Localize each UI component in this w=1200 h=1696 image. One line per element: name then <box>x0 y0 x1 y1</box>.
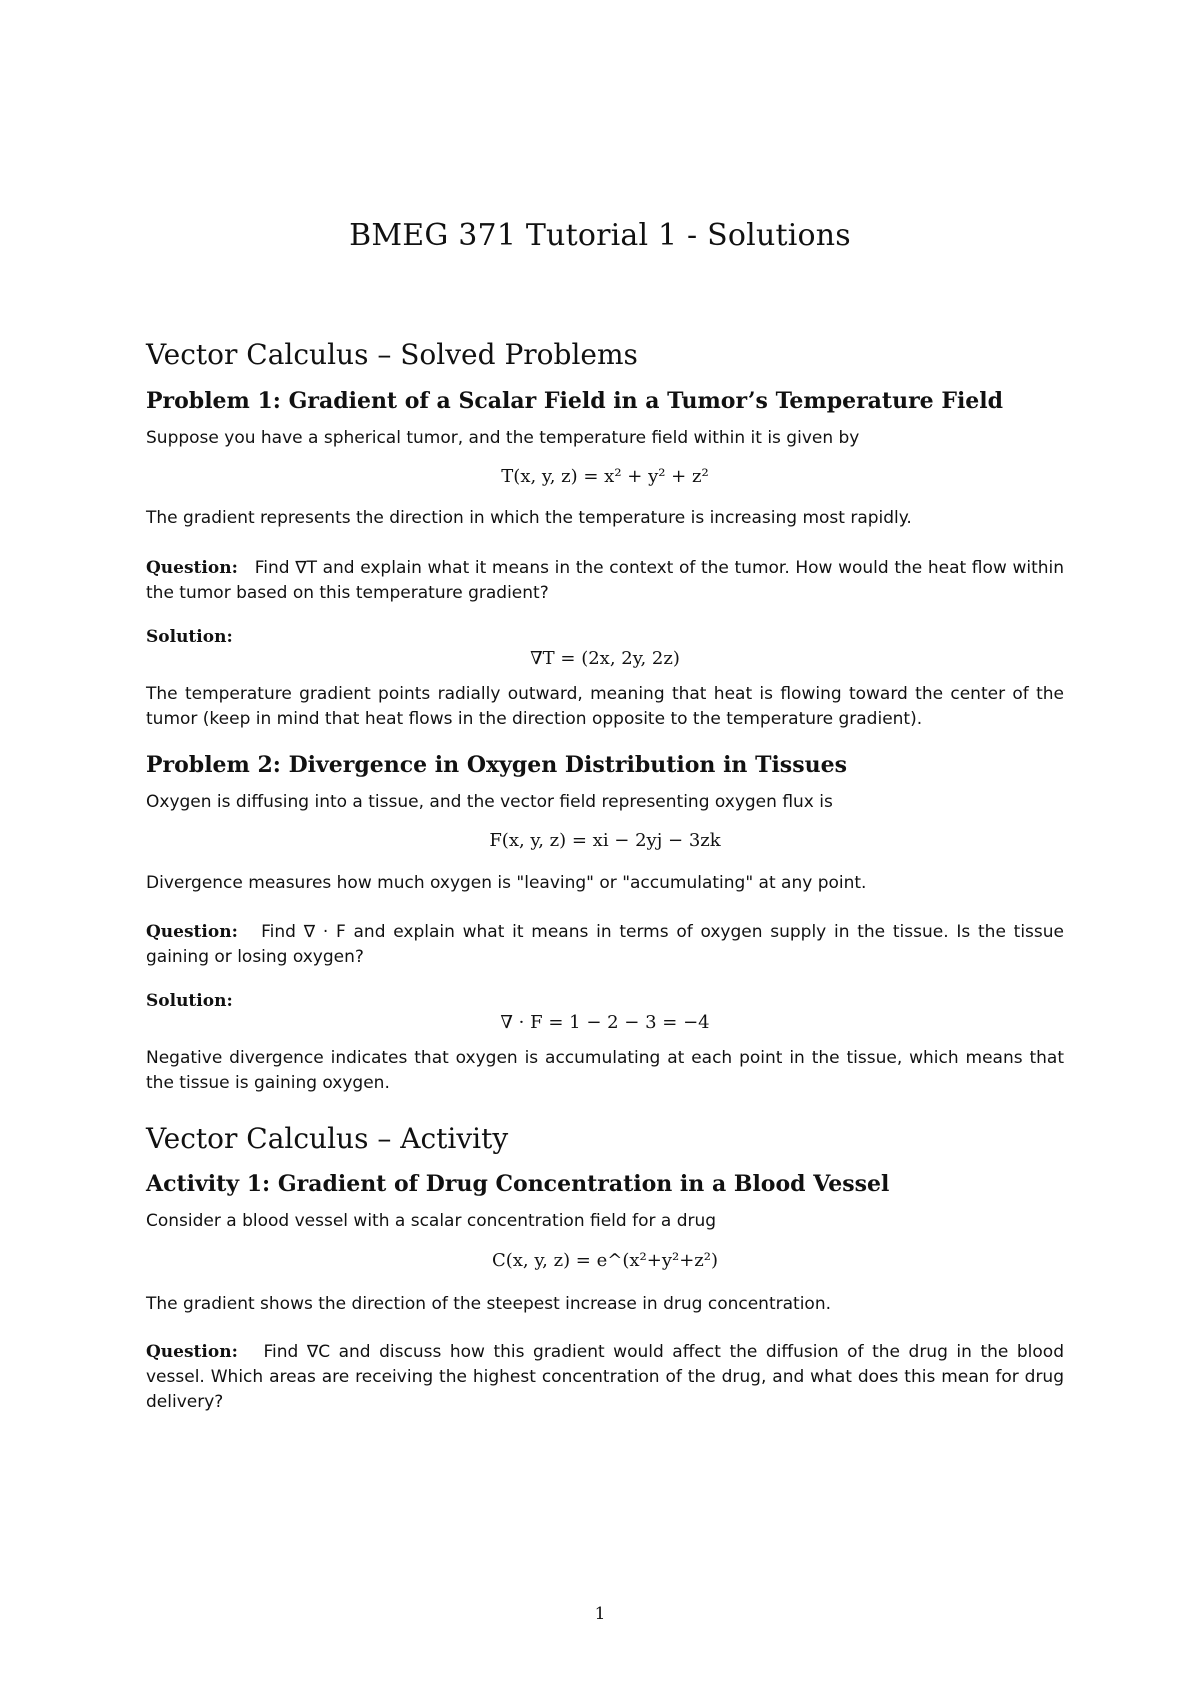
page-title: BMEG 371 Tutorial 1 - Solutions <box>349 218 851 253</box>
question-text: Find ∇C and discuss how this gradient would affect the diffusion of the drug in the blood vessel. Which areas are receiving the highest concentration of the drug, and what does this mean for drug delivery? <box>146 1342 1064 1412</box>
problem-2-intro: Oxygen is diffusing into a tissue, and the vector field representing oxygen flux is <box>146 792 833 812</box>
problem-1-equation: T(x, y, z) = x² + y² + z² <box>501 466 709 487</box>
activity-1-heading: Activity 1: Gradient of Drug Concentration in a Blood Vessel <box>146 1171 890 1197</box>
section-heading-solved: Vector Calculus – Solved Problems <box>146 338 638 371</box>
question-text: Find ∇ · F and explain what it means in terms of oxygen supply in the tissue. Is the tissue gaining or losing oxygen? <box>146 922 1064 967</box>
problem-1-heading: Problem 1: Gradient of a Scalar Field in a Tumor’s Temperature Field <box>146 388 1004 414</box>
problem-1-question <box>146 556 1064 606</box>
question-label: Question: <box>146 558 238 578</box>
activity-1-equation: C(x, y, z) = e^(x²+y²+z²) <box>491 1250 719 1271</box>
section-heading-activity: Vector Calculus – Activity <box>146 1122 509 1155</box>
problem-1-solution-text: The temperature gradient points radially outward, meaning that heat is flowing toward the center of the tumor (keep in mind that heat flows in the direction opposite to the temperature gradient). <box>146 684 1064 729</box>
problem-1-solution-label <box>146 625 1064 650</box>
problem-1-intro: Suppose you have a spherical tumor, and the temperature field within it is given by <box>146 428 860 448</box>
question-label: Question: <box>146 1342 238 1362</box>
problem-1-note: The gradient represents the direction in which the temperature is increasing most rapidly. <box>146 508 912 528</box>
problem-2-equation: F(x, y, z) = xi − 2yj − 3zk <box>489 830 721 851</box>
activity-1-question <box>146 1340 1064 1415</box>
problem-2-solution-label <box>146 989 1064 1014</box>
problem-2-question <box>146 920 1064 970</box>
activity-1-note: The gradient shows the direction of the steepest increase in drug concentration. <box>146 1294 831 1314</box>
question-label: Question: <box>146 922 238 942</box>
problem-2-note: Divergence measures how much oxygen is "leaving" or "accumulating" at any point. <box>146 873 867 893</box>
problem-1-solution-equation: ∇T = (2x, 2y, 2z) <box>530 648 680 669</box>
problem-2-solution-equation: ∇ · F = 1 − 2 − 3 = −4 <box>500 1012 710 1033</box>
page-number: 1 <box>594 1604 606 1624</box>
problem-2-solution-text: Negative divergence indicates that oxygen is accumulating at each point in the tissue, which means that the tissue is gaining oxygen. <box>146 1048 1064 1093</box>
solution-label: Solution: <box>146 627 233 647</box>
solution-label: Solution: <box>146 991 233 1011</box>
activity-1-intro: Consider a blood vessel with a scalar concentration field for a drug <box>146 1211 717 1231</box>
problem-2-heading: Problem 2: Divergence in Oxygen Distribution in Tissues <box>146 752 847 778</box>
question-text: Find ∇T and explain what it means in the context of the tumor. How would the heat flow within the tumor based on this temperature gradient? <box>146 558 1065 603</box>
